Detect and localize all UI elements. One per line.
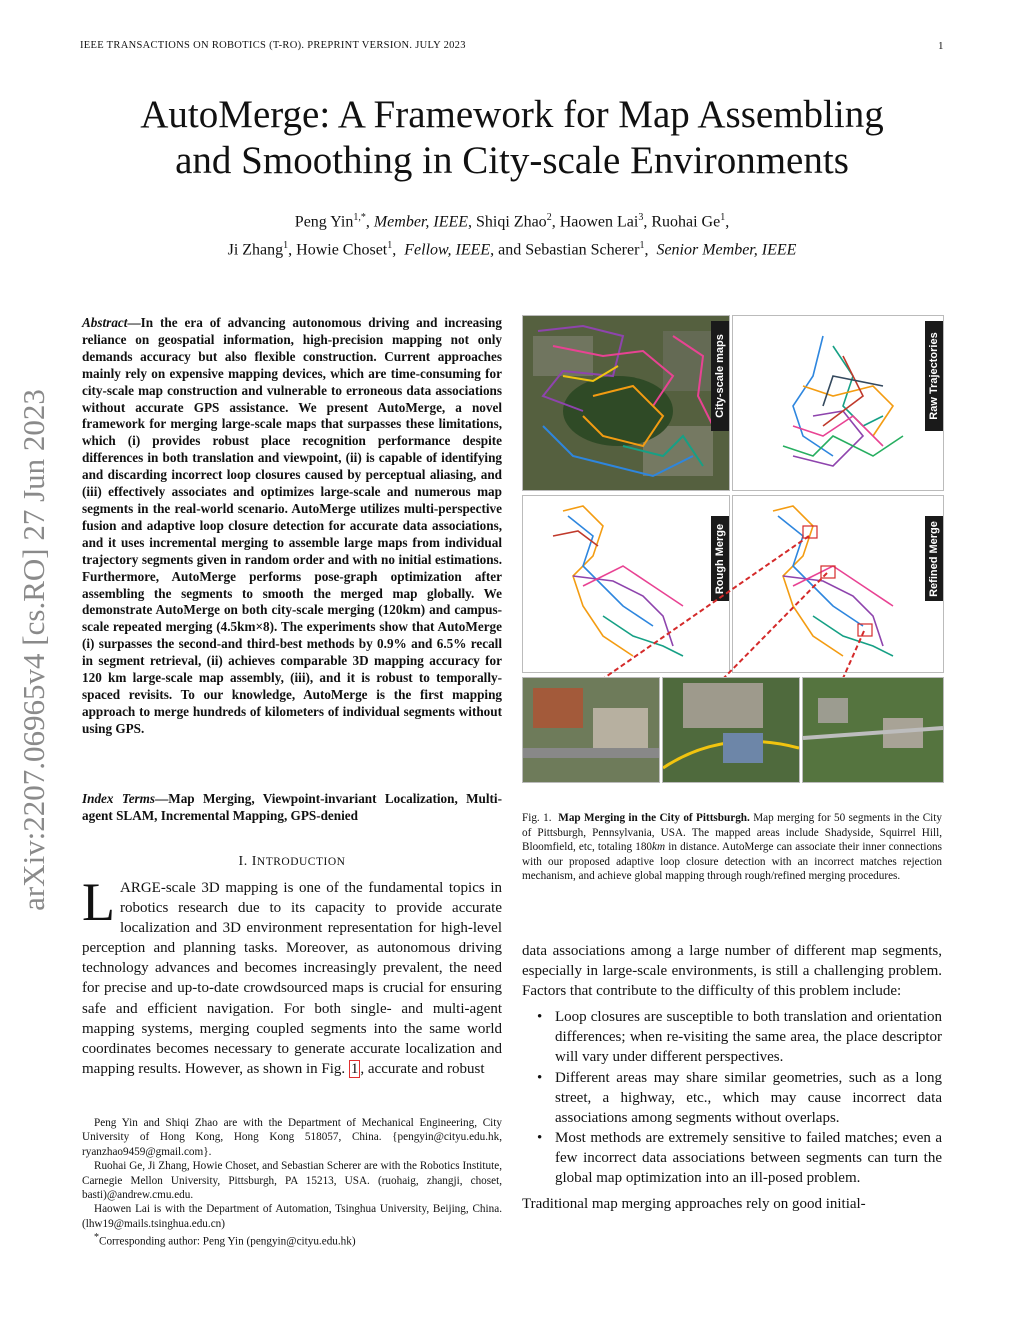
abstract-label: Abstract <box>82 315 128 330</box>
panel-label-raw: Raw Trajectories <box>925 321 943 431</box>
figure-caption <box>522 811 942 884</box>
footnote <box>82 1231 502 1249</box>
caption-text: Map merging for 50 segments in the City of Pittsburgh, Pennsylvania, USA. The mapped areas include Shadyside, Squirrel Hill, Bloomfield, etc, totaling 180 <box>522 812 942 854</box>
index-terms-label: Index Terms <box>82 791 156 806</box>
index-terms-text: —Map Merging, Viewpoint-invariant Localization, Multi-agent SLAM, Incremental Mapping, GPS-denied <box>82 791 502 823</box>
affiliation-mark: 1 <box>639 240 645 252</box>
section-number: I. <box>238 854 248 869</box>
author-name: Haowen Lai <box>559 213 639 231</box>
affiliation-mark: 1 <box>387 240 393 252</box>
footnote: Haowen Lai is with the Department of Automation, Tsinghua University, Beijing, China. (lhw19@mails.tsinghua.edu.cn) <box>82 1203 502 1230</box>
section-title-rest: NTRODUCTION <box>256 856 346 868</box>
caption-title: Map Merging in the City of Pittsburgh. <box>558 812 750 824</box>
author-role: Fellow, IEEE <box>404 241 491 259</box>
author-name: Shiqi Zhao <box>476 213 547 231</box>
challenge-list <box>522 1007 942 1188</box>
affiliation-mark: 3 <box>638 212 644 223</box>
running-header: IEEE TRANSACTIONS ON ROBOTICS (T-RO). PREPRINT VERSION. JULY 2023 <box>80 40 466 51</box>
footnote: Peng Yin and Shiqi Zhao are with the Department of Mechanical Engineering, City University of Hong Kong, Hong Kong 518057, China. {pengyin@cityu.edu.hk, ryanzhao9459@gmail.com}. <box>82 1117 502 1158</box>
list-item: • Most methods are extremely sensitive to failed matches; even a few incorrect data associations between segments can turn the global map optimization into an ill-posed problem. <box>555 1128 942 1188</box>
author-role: Member, IEEE <box>373 213 469 231</box>
section-heading <box>82 854 502 870</box>
intro-paragraph <box>82 872 502 1079</box>
author-line-1: Peng Yin$^{1,*}$, Member, IEEE, Shiqi Zhao$^2$, Haowen Lai$^3$, Ruohai Ge$^1$, <box>294 212 730 231</box>
body-paragraph: Traditional map merging approaches rely on good initial- <box>522 1196 866 1213</box>
intro-text: ARGE-scale 3D mapping is one of the fundamental topics in robotics research due to its capacity to provide accurate localization and 3D environment representation for high-level perception and planning tasks. Moreover, as autonomous driving technology advances and becomes increasingly prevalent, the need for precise and up-to-date crowdsourced maps is crucial for ensuring safe and efficient navigation. For both single- and multi-agent mapping systems, merging coupled segments into the same world coordinates becomes necessary to generate accurate localization and mapping results. However, as shown in Fig. <box>82 880 502 1077</box>
footnote: Ruohai Ge, Ji Zhang, Howie Choset, and Sebastian Scherer are with the Robotics Institute, Carnegie Mellon University, Pittsburgh, PA 15213, USA. (ruohaig, zhangji, choset, basti)@andrew.cmu.edu. <box>82 1160 502 1202</box>
affiliation-mark: 1 <box>720 212 726 223</box>
caption-text-2: in distance. AutoMerge can associate their inner connections with our proposed adaptive loop closure detection with an incorrect matches rejection mechanism, and achieve global mapping through rough/refined merging procedures. <box>522 841 943 883</box>
title-line-2: and Smoothing in City-scale Environments <box>175 139 849 182</box>
panel-label-rough: Rough Merge <box>711 516 729 601</box>
author-role: Senior Member, IEEE <box>656 241 797 259</box>
index-terms <box>82 791 502 825</box>
drop-cap: L <box>82 872 115 932</box>
footnote-mark: * <box>94 1232 99 1244</box>
author-name: Peng Yin <box>294 213 354 231</box>
figure-1 <box>522 315 942 781</box>
right-column-body <box>522 941 942 1214</box>
panel-label-city: City-scale maps <box>711 321 729 431</box>
title-line-1: AutoMerge: A Framework for Map Assembling <box>140 93 884 136</box>
caption-unit: km <box>652 841 666 854</box>
author-name: Ruohai Ge <box>651 213 721 231</box>
panel-label-refined: Refined Merge <box>925 516 943 601</box>
body-paragraph: data associations among a large number of different map segments, especially in large-scale environments, is still a challenging problem. Factors that contribute to the difficulty of this problem include: <box>522 943 942 1000</box>
author-name: and Sebastian Scherer <box>498 241 640 259</box>
arxiv-stamp <box>14 355 54 945</box>
list-item: • Different areas may share similar geometries, such as a long street, a highway, etc., which may cause incorrect data associations among segments without overlaps. <box>555 1068 942 1128</box>
author-name: Ji Zhang <box>227 241 284 259</box>
section-first-letter: I <box>251 854 257 869</box>
affiliation-mark: 2 <box>546 212 552 223</box>
affiliation-mark: 1,* <box>353 212 366 223</box>
list-item: • Loop closures are susceptible to both translation and orientation differences; when re-visiting the same area, the place descriptor will vary under different perspectives. <box>555 1007 942 1067</box>
author-line-2: Ji Zhang$^1$, Howie Choset$^1$, Fellow, IEEE, and Sebastian Scherer$^1$, Senior Member, IEEE <box>227 240 797 259</box>
abstract-text: —In the era of advancing autonomous driving and increasing reliance on geospatial information, high-precision mapping not only demands accuracy but also flexible construction. Current approaches mainly rely on expensive mapping devices, which are time-consuming for city-scale map construction and vulnerable to erroneous data associations without accurate GPS assistance. We present AutoMerge, a novel framework for merging large-scale maps that surpasses these limitations, which (i) provides robust place recognition performance despite differences in both translation and viewpoint, (ii) is capable of identifying and discarding incorrect loop closures caused by perceptual aliasing, and (iii) effectively associates and optimizes large-scale and numerous map segments in the real-world scenario. AutoMerge utilizes multi-perspective fusion and adaptive loop closure detection for accurate data associations, and it uses incremental merging to assemble large maps from individual trajectory segments given in random order and with no initial estimations. Furthermore, AutoMerge performs pose-graph optimization after assembling the segments to smooth the merged map globally. We demonstrate AutoMerge on both city-scale merging (120km) and campus-scale repeated merging (4.5km×8). The experiments show that AutoMerge (i) surpasses the second-and third-best methods by 0.9% and 6.5% recall in segment retrieval, (ii) achieves comparable 3D mapping accuracy for 120 km large-scale map assembly, (iii), and it is robust to temporally-spaced revisits. To our knowledge, AutoMerge is the first mapping approach to merge hundreds of kilometers of individual segments without using GPS. <box>82 315 502 736</box>
street-photo-3 <box>802 677 944 783</box>
abstract <box>82 315 502 738</box>
street-photo-2 <box>662 677 800 783</box>
arxiv-id: arXiv:2207.06965v4 [cs.RO] 27 Jun 2023 <box>16 389 51 911</box>
author-name: Howie Choset <box>296 241 388 259</box>
intro-text-end: , accurate and robust <box>360 1060 485 1077</box>
caption-prefix: Fig. 1. <box>522 812 552 824</box>
footnotes <box>82 1116 502 1249</box>
author-list <box>60 206 964 263</box>
affiliation-mark: 1 <box>283 240 289 252</box>
page-number: 1 <box>938 40 944 52</box>
street-photo-1 <box>522 677 660 783</box>
figure-reference-link[interactable]: 1 <box>350 1060 359 1077</box>
paper-title <box>60 92 964 184</box>
footnote-text: Corresponding author: Peng Yin (pengyin@cityu.edu.hk) <box>99 1235 356 1248</box>
